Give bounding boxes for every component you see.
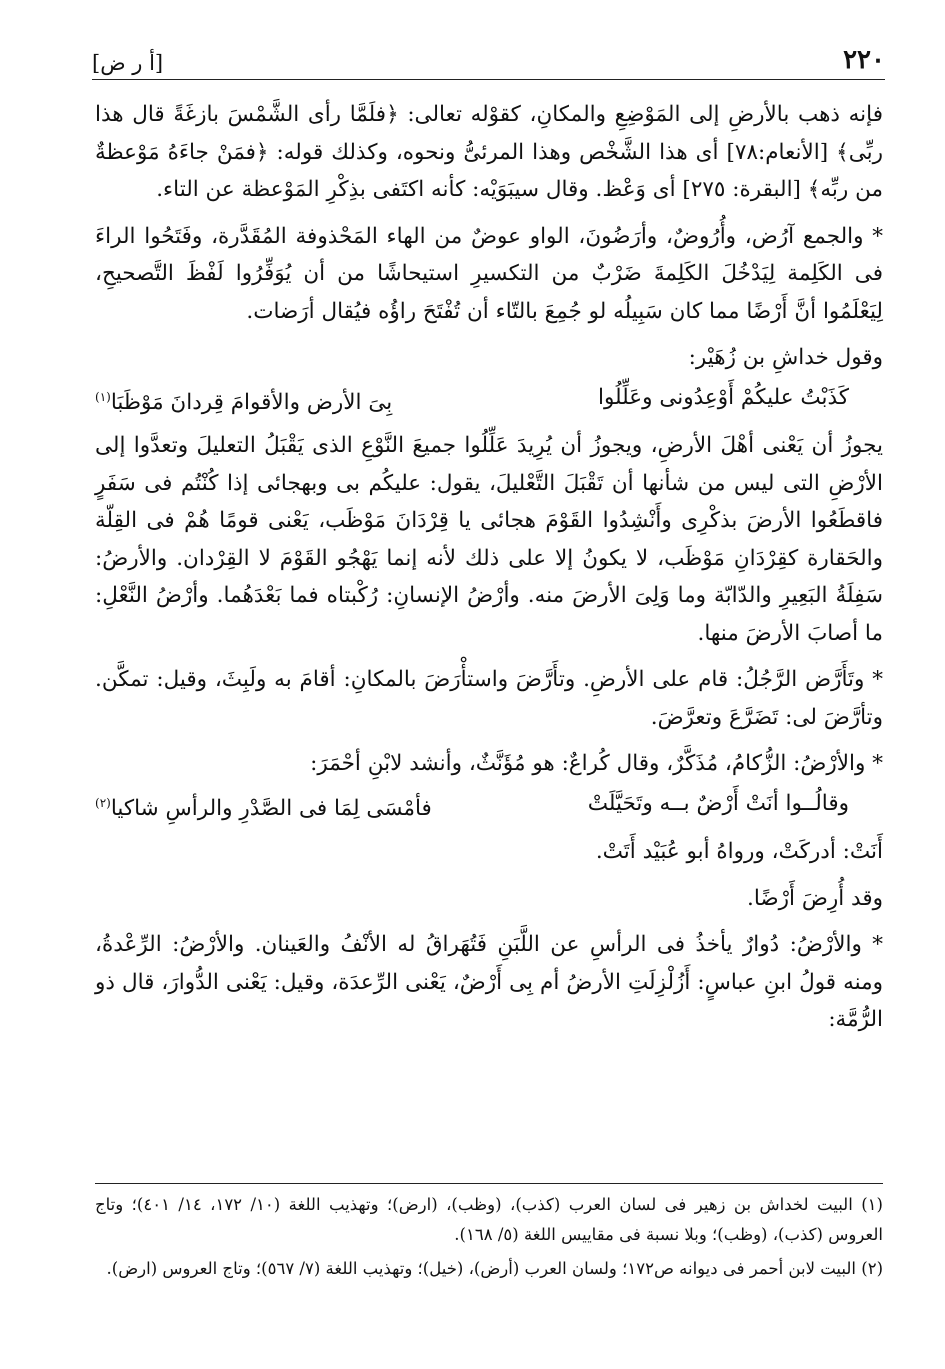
paragraph: * والجمع آرُض، وأُرُوضٌ، وأرَضُونَ، الواو عوضٌ من الهاء المَحْذوفة المُقَدَّرة، وفَتَحُوا الراءَ فى الكَلِمة لِيَدْخُلَ الكَلِمةَ ضَرْبٌ من التكسيرِ استيحاشًا من أن يُوَفِّرُوا لَفْظَ التَّصحيحِ، لِيَعْلَمُوا أنَّ أَرْضًا مما كان سَبِيلُه لو جُمِعَ بالتّاء أن تُفْتَحَ راؤُه فيُقال أرَضات.: [95, 223, 883, 324]
footnote-ref: (٢): [95, 795, 111, 810]
verse-hemistich-first: كَذَبْتُ عليكُمْ أَوْعِدُونى وعَلِّلُوا: [597, 384, 849, 410]
paragraph: * وتَأَرَّض الرَّجُلُ: قام على الأرضِ. وتأَرَّضَ واستأْرَضَ بالمكانِ: أقامَ به ولَبِثَ، وقيل: تمكَّن. وتأرَّضَ لى: تَضَرَّعَ وتعرَّضَ.: [95, 667, 883, 730]
verse-intro: وقول خداشِ بن زُهَيْر:: [688, 345, 883, 370]
paragraph: يجوزُ أن يَعْنى أهْلَ الأرضِ، ويجوزُ أن يُرِيدَ عَلِّلُوا جميعَ النَّوْعِ الذى يَقْبَلُ التعليلَ وتعدَّوا إلى الأرْضِ التى ليس من شأنها أن تَقْبَلَ التَّعْليلَ، يقول: عليكُم بى وبهجائى إذا كُنْتُم فى سَفَرٍ فاقطَعُوا الأرضَ بذكْرِى وأَنْشِدُوا القَوْمَ هجائى يا قِرْدَانَ مَوْظَب، يَعْنى قومًا هُمْ فى القِلّة والحَقارة كقِرْدَانِ مَوْظَب، لا يكونُ إلا على ذلك لأنه إنما يَهْجُو القَوْمَ لا القِرْدان. والأرضُ: سَفِلَةُ البَعِيرِ والدّابّة وما وَلِىَ الأرضَ منه. وأرْضُ الإنسانِ: رُكْبتاه فما بَعْدَهُما. وأرْضُ النَّعْلِ: ما أصابَ الأرضَ منها.: [95, 433, 883, 646]
page-header: [92, 40, 885, 80]
paragraph: * والأرْضُ: دُوارٌ يأخذُ فى الرأسِ عن اللَّبَنِ فَتُهَراقُ له الأنْفُ والعَينان. والأرْضُ: الرِّعْدةُ، ومنه قولُ ابنِ عباسٍ: أَزُلْزِلَتِ الأرضُ أم بِى أَرْضٌ، يَعْنى الرِّعدَة، وقيل: يَعْنى الدُّوارَ، قال ذو الرُّمَّة:: [95, 932, 883, 1033]
running-head: [أ ر ض]: [92, 51, 164, 75]
footnotes: [95, 1183, 883, 1288]
verse-line: [95, 379, 883, 422]
paragraph: فإنه ذهب بالأرضِ إلى المَوْضِعِ والمكانِ، كقوْله تعالى: ﴿فلَمَّا رأى الشَّمْسَ بازغَةً قال هذا ربِّى﴾ [الأنعام:٧٨] أى هذا الشَّخْص وهذا المرئىُّ ونحوه، وكذلك قوله: ﴿فمَنْ جاءَهُ مَوْعظةٌ من ربِّه﴾ [البقرة: ٢٧٥] أى وَعْظ. وقال سيبَوَيْه: كأنه اكتَفى بذِكْرِ المَوْعظة عن التاء.: [95, 102, 883, 202]
paragraph: وقد أُرِضَ أَرْضًا.: [747, 885, 883, 911]
verse-hemistich-second: [95, 785, 432, 828]
paragraph: * والأرْضُ: الزُّكامُ، مُذَكَّرٌ، وقال كُراعٌ: هو مُؤَنَّثٌ، وأنشد لابْنِ أحْمَرَ:: [310, 751, 883, 777]
main-text: [95, 96, 883, 1048]
footnote: (١) البيت لخداش بن زهير فى لسان العرب (كذب)، (وظب)، (ارض)؛ وتهذيب اللغة (١٠/ ١٧٢، ١٤/ ٤٠١)؛ وتاج العروس (كذب)، (وظب)؛ وبلا نسبة فى مقاييس اللغة (٥/ ١٦٨).: [95, 1195, 883, 1244]
footnote-ref: (١): [95, 389, 111, 404]
footnote: (٢) البيت لابن أحمر فى ديوانه ص١٧٢؛ ولسان العرب (أرض)، (خيل)؛ وتهذيب اللغة (٧/ ٥٦٧)؛ وتاج العروس (ارض).: [106, 1259, 883, 1278]
verse-text: فأمْسَى لِمَا فى الصَّدْرِ والرأسِ شاكيا: [110, 795, 432, 821]
verse-line: [95, 785, 883, 828]
paragraph: أَنَتْ: أدركَتْ، ورواهُ أبو عُبَيْد أَتَتْ.: [595, 839, 883, 865]
verse-text: بِىَ الأرض والأقوامَ قِردانَ مَوْظَبَا: [110, 389, 393, 415]
verse-hemistich-first: وقالُــوا أنَتْ أَرْضٌ بــه وتَحَيَّلَتْ: [587, 790, 849, 816]
verse-hemistich-second: [95, 379, 392, 422]
page-number: ٢٢٠: [843, 45, 885, 75]
